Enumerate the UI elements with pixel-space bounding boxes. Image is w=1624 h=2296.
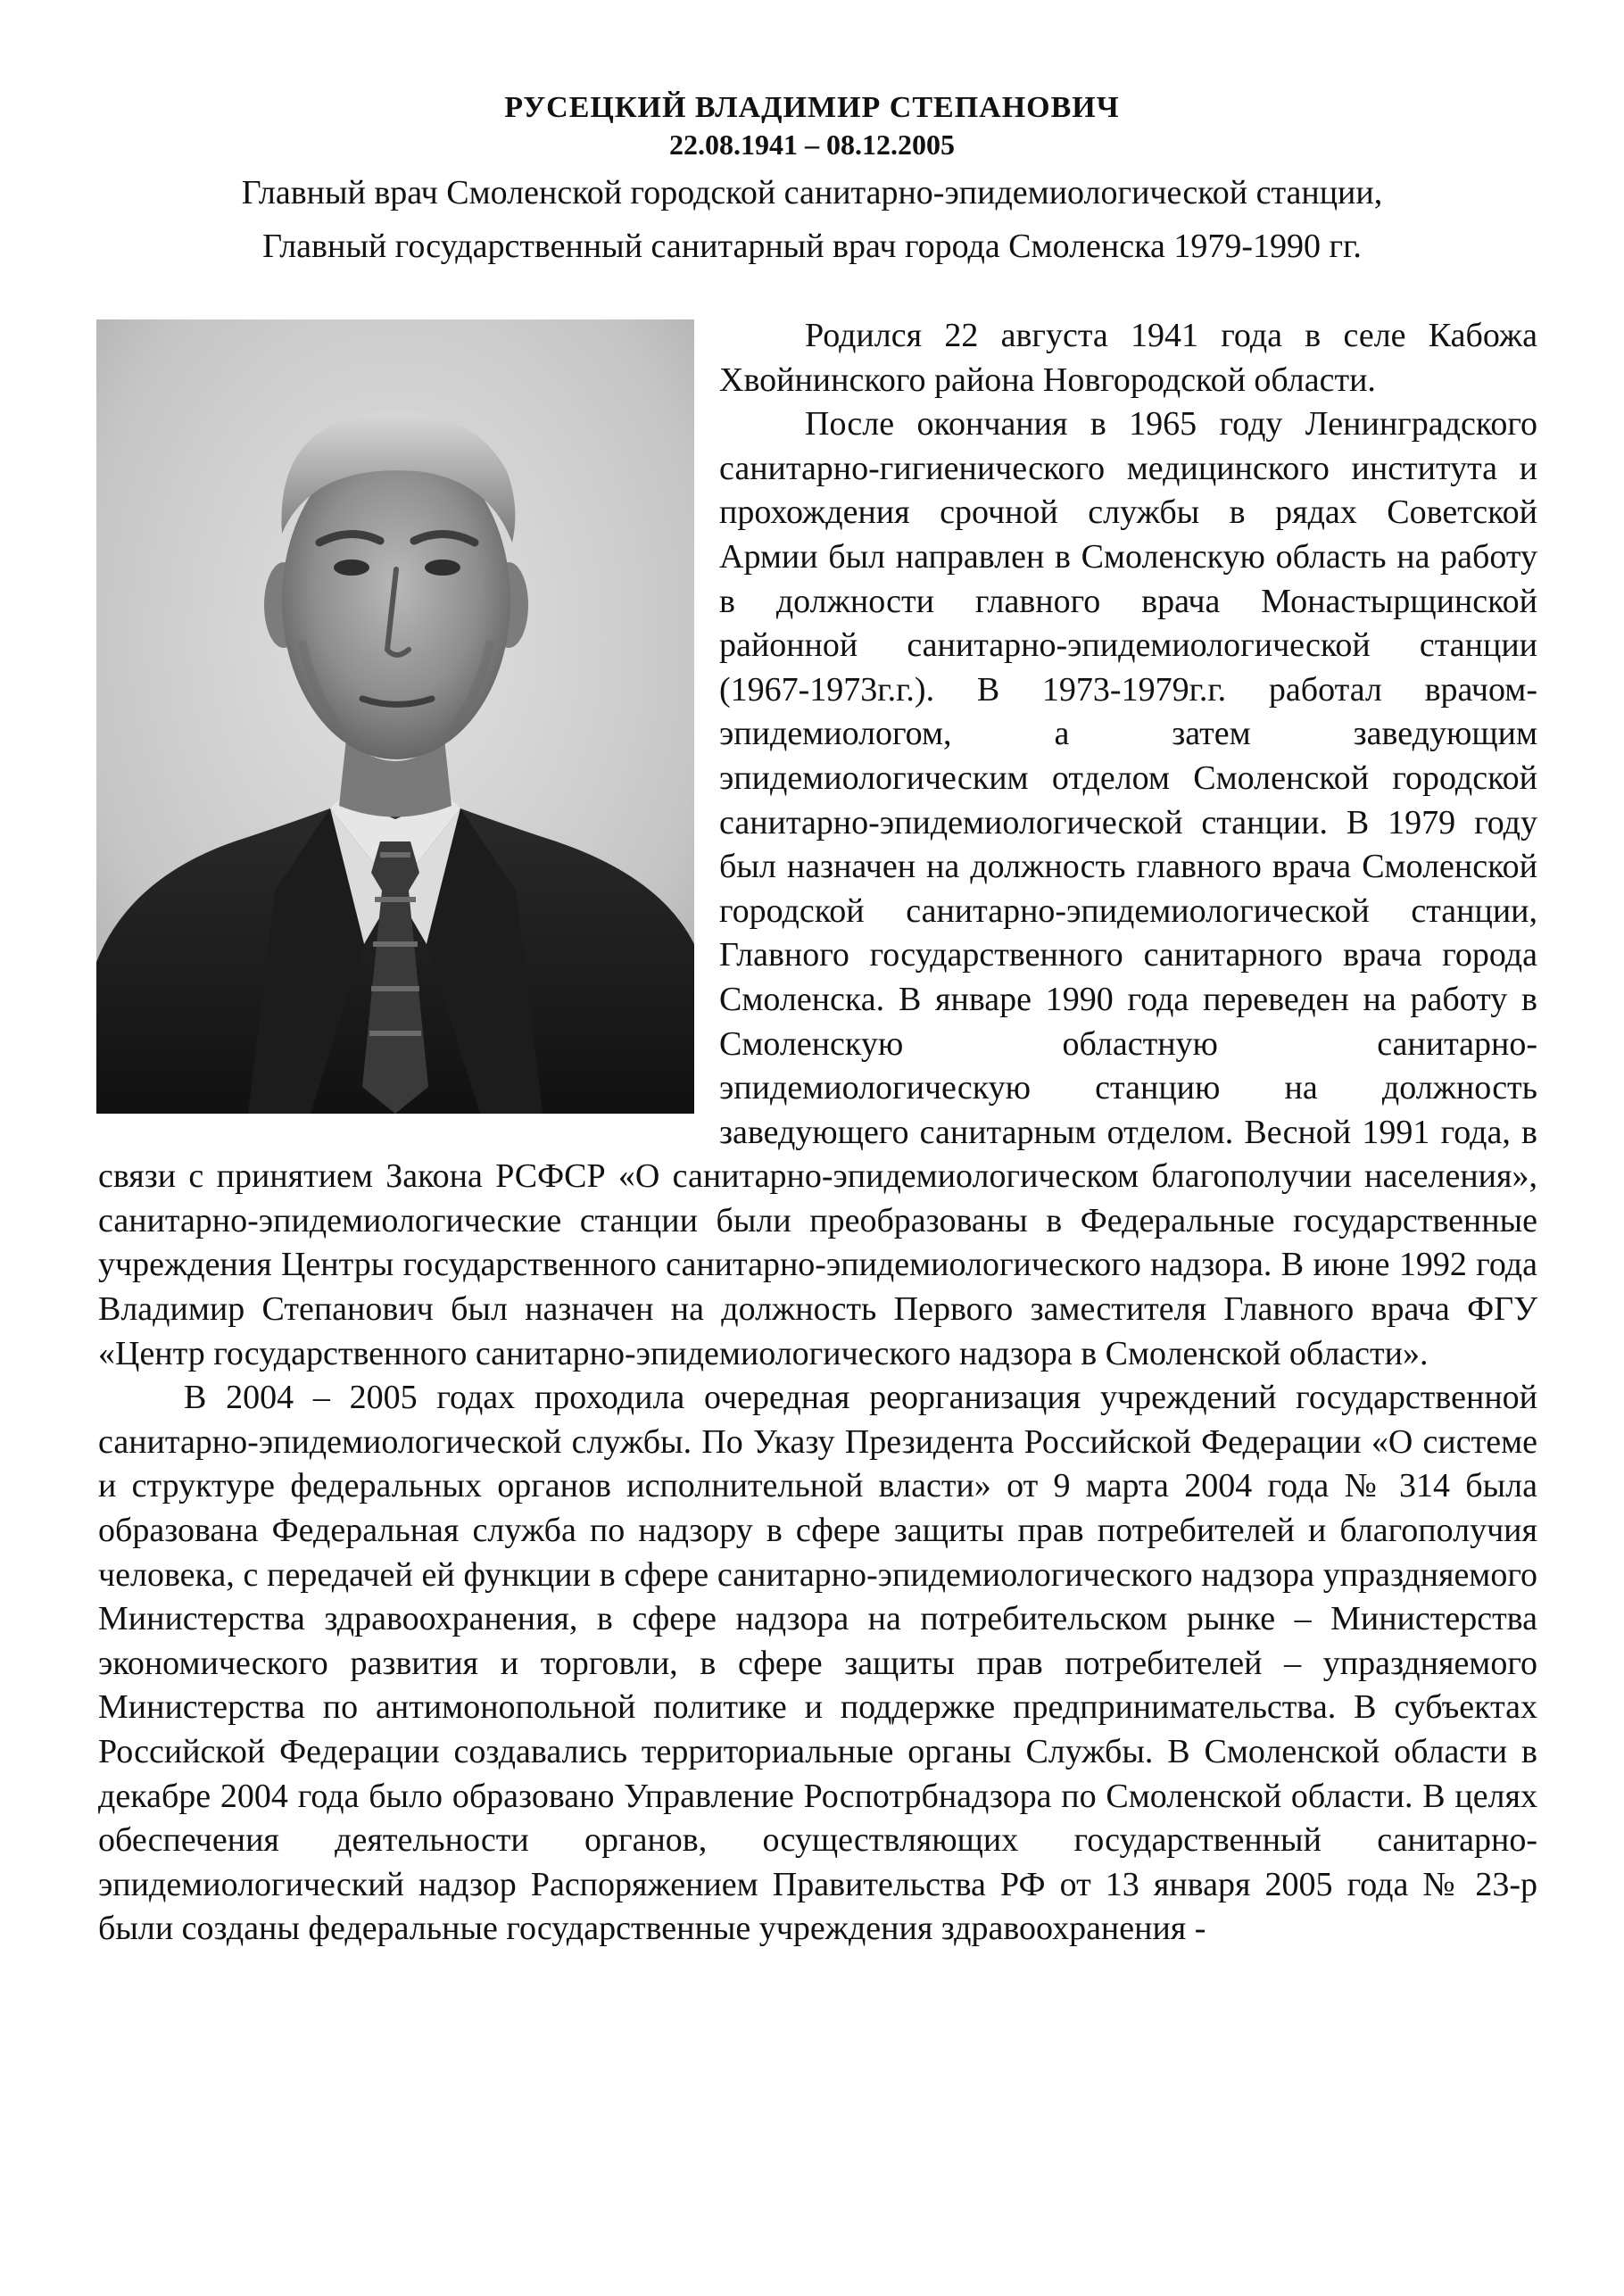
paragraph-reorganization: В 2004 – 2005 годах проходила очередная реорганизация учреждений государственной санитарно-эпидемиологической службы. По Указу Президента Российской Федерации «О системе и структуре федеральных органов исполнительной власти» от 9 марта 2004 года № 314 была образована Федеральная служба по надзору в сфере защиты прав потребителей и благополучия человека, с передачей ей функции в сфере санитарно-эпидемиологического надзора упраздняемого Министерства здравоохранения, в сфере надзора на потребительском рынке – Министерства экономического развития и торговли, в сфере защиты прав потребителей – упраздняемого Министерства по антимонопольной политике и поддержке предпринимательства. В субъектах Российской Федерации создавались территориальные органы Службы. В Смоленской области в декабре 2004 года было образовано Управление Роспотрбнадзора по Смоленской области. В целях обеспечения деятельности органов, осуществляющих государственный санитарно-эпидемиологический надзор Распоряжением Правительства РФ от 13 января 2005 года № 23-р были созданы федеральные государственные учреждения здравоохранения - <box>98 1379 1537 1948</box>
position-title <box>89 166 1535 273</box>
life-dates: 22.08.1941 – 08.12.2005 <box>669 128 955 161</box>
position-line-2: Главный государственный санитарный врач города Смоленска 1979-1990 гг. <box>262 228 1362 265</box>
document-header <box>89 89 1535 273</box>
biography-text <box>98 314 1537 1952</box>
position-line-1: Главный врач Смоленской городской санитарно-эпидемиологической станции, <box>241 174 1383 211</box>
person-name: РУСЕЦКИЙ ВЛАДИМИР СТЕПАНОВИЧ <box>504 91 1120 124</box>
paragraph-career: После окончания в 1965 году Ленинградского санитарно-гигиенического медицинского института и прохождения срочной службы в рядах Советской Армии был направлен в Смоленскую область на работу в должности главного врача Монастырщинской районной санитарно-эпидемиологической станции (1967-1973г.г.). В 1973-1979г.г. работал врачом-эпидемиологом, а затем заведующим эпидемиологическим отделом Смоленской городской санитарно-эпидемиологической станции. В 1979 году был назначен на должность главного врача Смоленской городской санитарно-эпидемиологической станции, Главного государственного санитарного врача города Смоленска. В январе 1990 года переведен на работу в Смоленскую областную санитарно-эпидемиологическую станцию на должность заведующего санитарным отделом. Весной 1991 года, в связи с принятием Закона РСФСР «О санитарно-эпидемиологическом благополучии населения», санитарно-эпидемиологические станции были преобразованы в Федеральные государственные учреждения Центры государственного санитарно-эпидемиологического надзора. В июне 1992 года Владимир Степанович был назначен на должность Первого заместителя Главного врача ФГУ «Центр государственного санитарно-эпидемиологического надзора в Смоленской области». <box>98 405 1537 1372</box>
photo-float-spacer <box>98 314 719 1153</box>
paragraph-birth: Родился 22 августа 1941 года в селе Кабожа Хвойнинского района Новгородской области. <box>719 317 1537 399</box>
